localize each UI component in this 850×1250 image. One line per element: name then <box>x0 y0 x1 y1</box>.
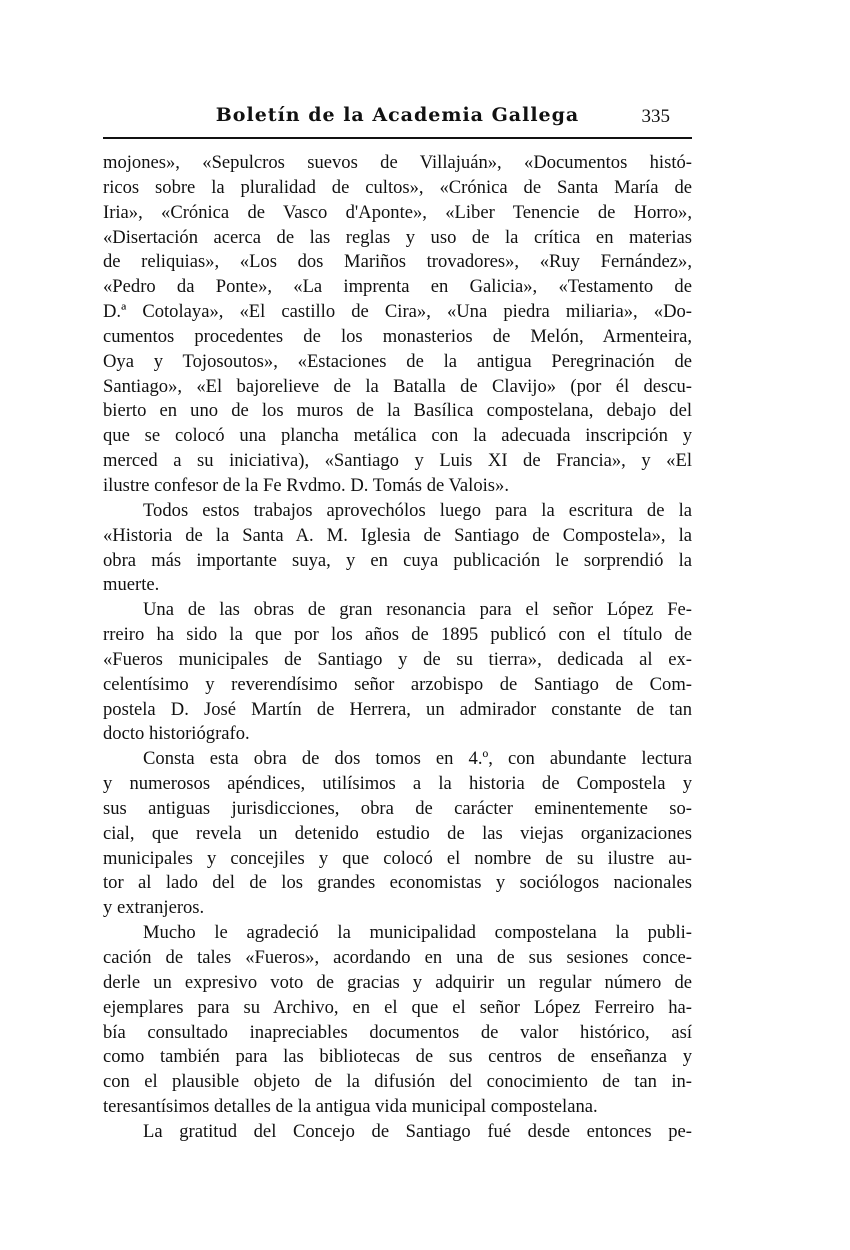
text-line: Consta esta obra de dos tomos en 4.º, con abundante lectura <box>143 748 692 770</box>
text-line: Mucho le agradeció la municipalidad compostelana la publi- <box>143 922 692 944</box>
text-line: bía consultado inapreciables documentos de valor histórico, así <box>103 1021 692 1043</box>
text-line: postela D. José Martín de Herrera, un admirador constante de tan <box>103 698 692 720</box>
paragraph <box>103 747 692 921</box>
text-line: muerte. <box>103 574 160 596</box>
text-line: «Pedro da Ponte», «La imprenta en Galicia», «Testamento de <box>103 276 692 298</box>
text-line: tor al lado del de los grandes economistas y sociólogos nacionales <box>103 872 692 894</box>
text-line: cumentos procedentes de los monasterios de Melón, Armenteira, <box>103 325 692 347</box>
paragraph <box>103 921 692 1120</box>
text-line: Todos estos trabajos aprovechólos luego para la escritura de la <box>143 499 692 521</box>
text-line: que se colocó una plancha metálica con la adecuada inscripción y <box>103 425 692 447</box>
text-line: cial, que revela un detenido estudio de las viejas organizaciones <box>103 822 692 844</box>
running-header <box>103 104 692 132</box>
text-line: D.ª Cotolaya», «El castillo de Cira», «Una piedra miliaria», «Do- <box>103 301 692 323</box>
text-line: con el plausible objeto de la difusión del conocimiento de tan in- <box>103 1071 692 1093</box>
page-number: 335 <box>641 106 670 127</box>
text-line: mojones», «Sepulcros suevos de Villajuán», «Documentos histó- <box>103 152 692 173</box>
text-line: municipales y concejiles y que colocó el nombre de su ilustre au- <box>103 847 692 869</box>
text-line: merced a su iniciativa), «Santiago y Luis XI de Francia», y «El <box>103 450 692 472</box>
text-line: de reliquias», «Los dos Mariños trovadores», «Ruy Fernández», <box>103 251 692 273</box>
text-line: celentísimo y reverendísimo señor arzobispo de Santiago de Com- <box>103 673 692 695</box>
text-line: bierto en uno de los muros de la Basílica compostelana, debajo del <box>103 400 692 422</box>
paragraph <box>103 151 692 499</box>
text-line: docto historiógrafo. <box>103 723 250 745</box>
text-line: como también para las bibliotecas de sus centros de enseñanza y <box>103 1046 692 1068</box>
text-line: «Fueros municipales de Santiago y de su tierra», dedicada al ex- <box>103 648 692 670</box>
body-text <box>103 151 692 1145</box>
text-line: cación de tales «Fueros», acordando en una de sus sesiones conce- <box>103 947 692 968</box>
text-line: «Disertación acerca de las reglas y uso de la crítica en materias <box>103 226 692 248</box>
paragraph <box>103 598 692 747</box>
text-line: ejemplares para su Archivo, en el que el señor López Ferreiro ha- <box>103 996 692 1018</box>
text-line: teresantísimos detalles de la antigua vida municipal compostelana. <box>103 1096 598 1118</box>
paragraph <box>103 499 692 598</box>
text-line: rreiro ha sido la que por los años de 1895 publicó con el título de <box>103 624 692 646</box>
text-line: Santiago», «El bajorelieve de la Batalla de Clavijo» (por él descu- <box>103 375 692 397</box>
text-line: obra más importante suya, y en cuya publicación le sorprendió la <box>103 549 692 571</box>
text-line: derle un expresivo voto de gracias y adquirir un regular número de <box>103 971 692 993</box>
text-line: y extranjeros. <box>103 897 205 919</box>
paragraph <box>103 1120 692 1145</box>
text-line: y numerosos apéndices, utilísimos a la historia de Compostela y <box>103 773 692 795</box>
journal-title: Boletín de la Academia Gallega <box>215 104 580 126</box>
text-line: Una de las obras de gran resonancia para el señor López Fe- <box>143 599 692 621</box>
header-rule <box>103 137 692 139</box>
text-line: «Historia de la Santa A. M. Iglesia de Santiago de Compostela», la <box>103 524 692 546</box>
text-line: ilustre confesor de la Fe Rvdmo. D. Tomás de Valois». <box>103 474 509 496</box>
text-line: sus antiguas jurisdicciones, obra de carácter eminentemente so- <box>103 797 692 819</box>
text-line: ricos sobre la pluralidad de cultos», «Crónica de Santa María de <box>103 176 692 198</box>
text-line: La gratitud del Concejo de Santiago fué desde entonces pe- <box>143 1120 692 1142</box>
text-line: Oya y Tojosoutos», «Estaciones de la antigua Peregrinación de <box>103 350 692 372</box>
text-line: Iria», «Crónica de Vasco d'Aponte», «Liber Tenencie de Horro», <box>103 201 692 223</box>
